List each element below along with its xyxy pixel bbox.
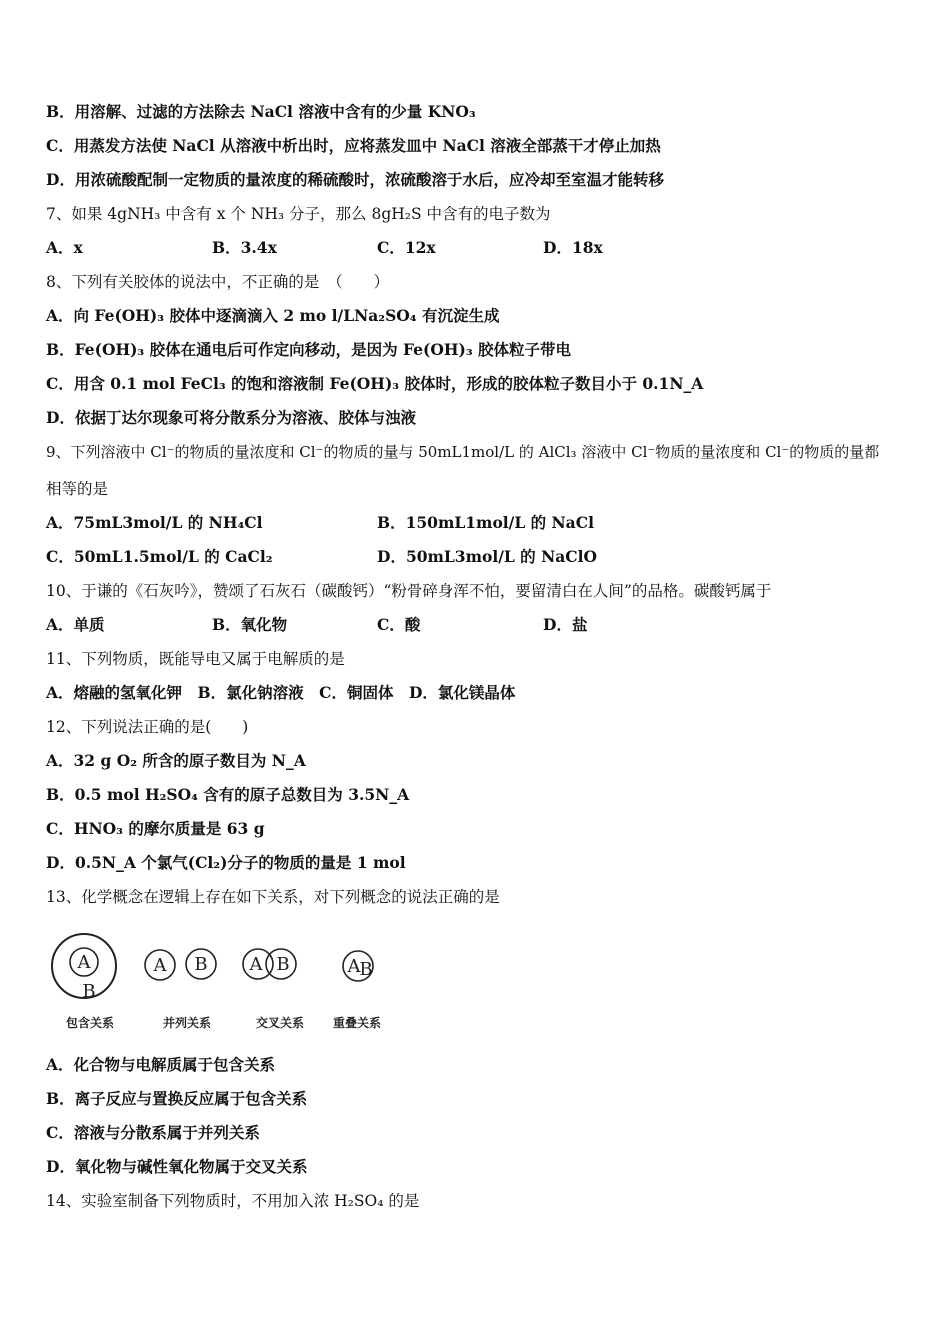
- q9-option-a: A．75mL3mol/L 的 NH₄Cl: [46, 513, 263, 532]
- q12-option-d: D．0.5N_A 个氯气(Cl₂)分子的物质的量是 1 mol: [46, 853, 406, 872]
- q7-option-c: C．12x: [377, 238, 436, 257]
- svg-text:B: B: [359, 959, 373, 980]
- q6-option-b: B．用溶解、过滤的方法除去 NaCl 溶液中含有的少量 KNO₃: [46, 102, 476, 121]
- q8-option-b: B．Fe(OH)₃ 胶体在通电后可作定向移动，是因为 Fe(OH)₃ 胶体粒子带电: [46, 340, 572, 359]
- q12-option-c: C．HNO₃ 的摩尔质量是 63 g: [46, 819, 265, 838]
- q10-option-c: C．酸: [377, 615, 421, 634]
- q10-option-b: B．氧化物: [212, 615, 288, 634]
- q6-option-c: C．用蒸发方法使 NaCl 从溶液中析出时，应将蒸发皿中 NaCl 溶液全部蒸干才停止加热: [46, 136, 661, 155]
- q13-stem: 13、化学概念在逻辑上存在如下关系，对下列概念的说法正确的是: [46, 888, 500, 906]
- q13-option-b: B．离子反应与置换反应属于包含关系: [46, 1089, 308, 1108]
- q12-option-a: A．32 g O₂ 所含的原子数目为 N_A: [46, 751, 306, 770]
- caption-intersection: 交叉关系: [256, 1016, 305, 1030]
- q9-option-c: C．50mL1.5mol/L 的 CaCl₂: [46, 547, 273, 566]
- q10-stem: 10、于谦的《石灰吟》，赞颂了石灰石（碳酸钙）“粉骨碎身浑不怕，要留清白在人间”的品格。碳酸钙属于: [46, 582, 772, 600]
- q13-option-a: A．化合物与电解质属于包含关系: [46, 1055, 276, 1074]
- q8-option-a: A．向 Fe(OH)₃ 胶体中逐滴滴入 2 mo l/LNa₂SO₄ 有沉淀生成: [46, 306, 500, 325]
- q9-option-d: D．50mL3mol/L 的 NaClO: [377, 547, 598, 566]
- q8-stem: 8、下列有关胶体的说法中，不正确的是 （ ）: [46, 273, 390, 291]
- caption-parallel: 并列关系: [163, 1016, 212, 1030]
- caption-containment: 包含关系: [66, 1016, 115, 1030]
- q9-option-b: B．150mL1mol/L 的 NaCl: [377, 513, 594, 532]
- q7-option-d: D．18x: [543, 238, 603, 257]
- svg-text:B: B: [82, 981, 96, 1002]
- q12-option-b: B．0.5 mol H₂SO₄ 含有的原子总数目为 3.5N_A: [46, 785, 410, 804]
- q8-option-c: C．用含 0.1 mol FeCl₃ 的饱和溶液制 Fe(OH)₃ 胶体时，形成的胶体粒子数目小于 0.1N_A: [46, 374, 704, 393]
- svg-text:A: A: [249, 954, 263, 975]
- q7-option-a: A．x: [46, 238, 83, 257]
- q10-option-d: D．盐: [543, 615, 588, 634]
- q13-option-d: D．氧化物与碱性氧化物属于交叉关系: [46, 1157, 308, 1176]
- relation-diagram: [44, 922, 394, 1012]
- q12-stem: 12、下列说法正确的是( ): [46, 718, 249, 736]
- q7-option-b: B．3.4x: [212, 238, 277, 257]
- q13-option-c: C．溶液与分散系属于并列关系: [46, 1123, 260, 1142]
- caption-overlap: 重叠关系: [333, 1016, 382, 1030]
- q11-stem: 11、下列物质，既能导电又属于电解质的是: [46, 650, 345, 668]
- svg-text:A: A: [153, 955, 167, 976]
- q8-option-d: D．依据丁达尔现象可将分散系分为溶液、胶体与浊液: [46, 408, 416, 427]
- q14-stem: 14、实验室制备下列物质时，不用加入浓 H₂SO₄ 的是: [46, 1192, 420, 1210]
- svg-text:A: A: [347, 956, 361, 977]
- q7-stem: 7、如果 4gNH₃ 中含有 x 个 NH₃ 分子，那么 8gH₂S 中含有的电子数为: [46, 205, 551, 223]
- q11-options: A．熔融的氢氧化钾 B．氯化钠溶液 C．铜固体 D．氯化镁晶体: [46, 683, 516, 702]
- q6-option-d: D．用浓硫酸配制一定物质的量浓度的稀硫酸时，浓硫酸溶于水后，应冷却至室温才能转移: [46, 170, 664, 189]
- q9-stem-line1: 9、下列溶液中 Cl⁻的物质的量浓度和 Cl⁻的物质的量与 50mL1mol/L 的 AlCl₃ 溶液中 Cl⁻物质的量浓度和 Cl⁻的物质的量都: [46, 443, 880, 461]
- q9-stem-line2: 相等的是: [46, 480, 109, 498]
- svg-text:A: A: [77, 952, 91, 973]
- svg-text:B: B: [276, 954, 290, 975]
- svg-text:B: B: [194, 954, 208, 975]
- q10-option-a: A．单质: [46, 615, 105, 634]
